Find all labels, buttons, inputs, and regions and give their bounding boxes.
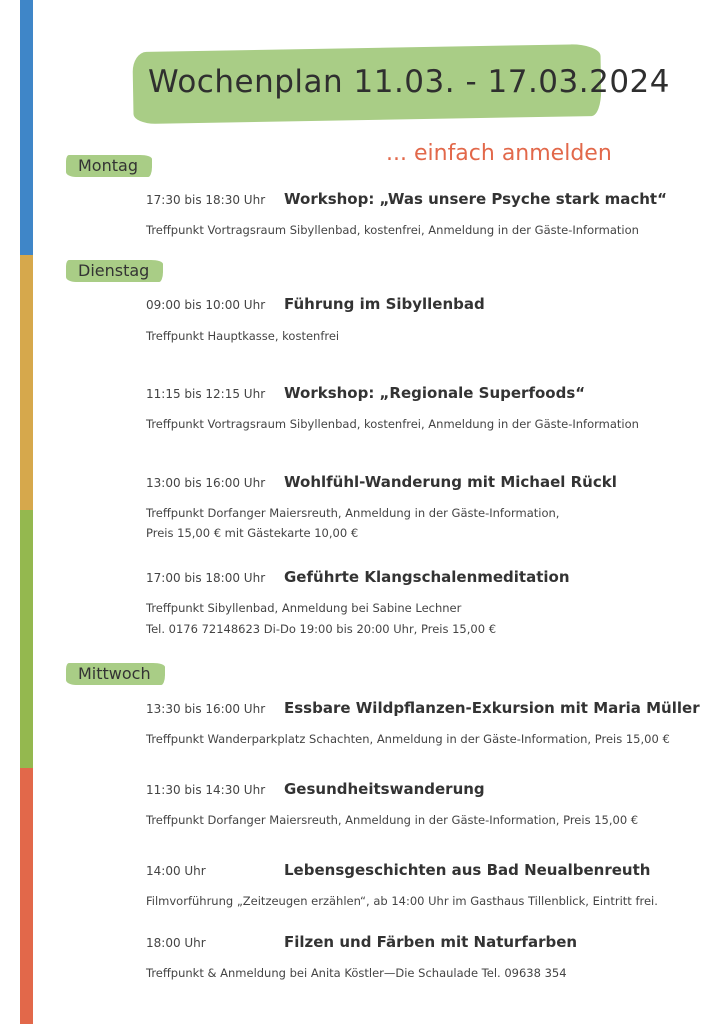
color-stripe-blue: [20, 0, 33, 255]
event-time: 17:30 bis 18:30 Uhr: [146, 193, 266, 207]
event-time: 13:30 bis 16:00 Uhr: [146, 702, 266, 716]
event-title: Lebensgeschichten aus Bad Neualbenreuth: [284, 861, 651, 879]
event-title: Geführte Klangschalenmeditation: [284, 568, 570, 586]
event-description: Treffpunkt Dorfanger Maiersreuth, Anmeldung in der Gäste-Information, Preis 15,00 €: [146, 813, 639, 827]
event-description: Tel. 0176 72148623 Di-Do 19:00 bis 20:00 Uhr, Preis 15,00 €: [146, 622, 497, 636]
event-time: 14:00 Uhr: [146, 864, 206, 878]
event-title: Filzen und Färben mit Naturfarben: [284, 933, 578, 951]
event-time: 18:00 Uhr: [146, 936, 206, 950]
event-description: Treffpunkt Wanderparkplatz Schachten, Anmeldung in der Gäste-Information, Preis 15,00 €: [146, 732, 670, 746]
event-description: Treffpunkt Vortragsraum Sibyllenbad, kostenfrei, Anmeldung in der Gäste-Information: [146, 417, 639, 431]
page-title: Wochenplan 11.03. - 17.03.2024: [148, 64, 670, 100]
event-time: 11:30 bis 14:30 Uhr: [146, 783, 266, 797]
event-time: 11:15 bis 12:15 Uhr: [146, 387, 266, 401]
event-time: 09:00 bis 10:00 Uhr: [146, 298, 266, 312]
event-description: Filmvorführung „Zeitzeugen erzählen“, ab 14:00 Uhr im Gasthaus Tillenblick, Eintritt frei.: [146, 894, 658, 908]
event-description: Preis 15,00 € mit Gästekarte 10,00 €: [146, 526, 359, 540]
day-label-montag: Montag: [66, 155, 152, 177]
color-stripe-green: [20, 510, 33, 768]
day-label-dienstag: Dienstag: [66, 260, 163, 282]
event-description: Treffpunkt Dorfanger Maiersreuth, Anmeldung in der Gäste-Information,: [146, 506, 560, 520]
event-time: 17:00 bis 18:00 Uhr: [146, 571, 266, 585]
event-time: 13:00 bis 16:00 Uhr: [146, 476, 266, 490]
event-title: Gesundheitswanderung: [284, 780, 485, 798]
color-stripe-yellow: [20, 255, 33, 510]
event-description: Treffpunkt & Anmeldung bei Anita Köstler—Die Schaulade Tel. 09638 354: [146, 966, 567, 980]
day-label-mittwoch: Mittwoch: [66, 663, 165, 685]
event-title: Wohlfühl-Wanderung mit Michael Rückl: [284, 473, 617, 491]
tagline: ... einfach anmelden: [386, 141, 612, 166]
event-title: Workshop: „Regionale Superfoods“: [284, 384, 586, 402]
event-title: Essbare Wildpflanzen-Exkursion mit Maria Müller: [284, 699, 700, 717]
event-title: Führung im Sibyllenbad: [284, 295, 485, 313]
event-title: Workshop: „Was unsere Psyche stark macht“: [284, 190, 667, 208]
color-stripe-red: [20, 768, 33, 1024]
event-description: Treffpunkt Sibyllenbad, Anmeldung bei Sabine Lechner: [146, 601, 462, 615]
event-description: Treffpunkt Vortragsraum Sibyllenbad, kostenfrei, Anmeldung in der Gäste-Information: [146, 223, 639, 237]
event-description: Treffpunkt Hauptkasse, kostenfrei: [146, 329, 340, 343]
